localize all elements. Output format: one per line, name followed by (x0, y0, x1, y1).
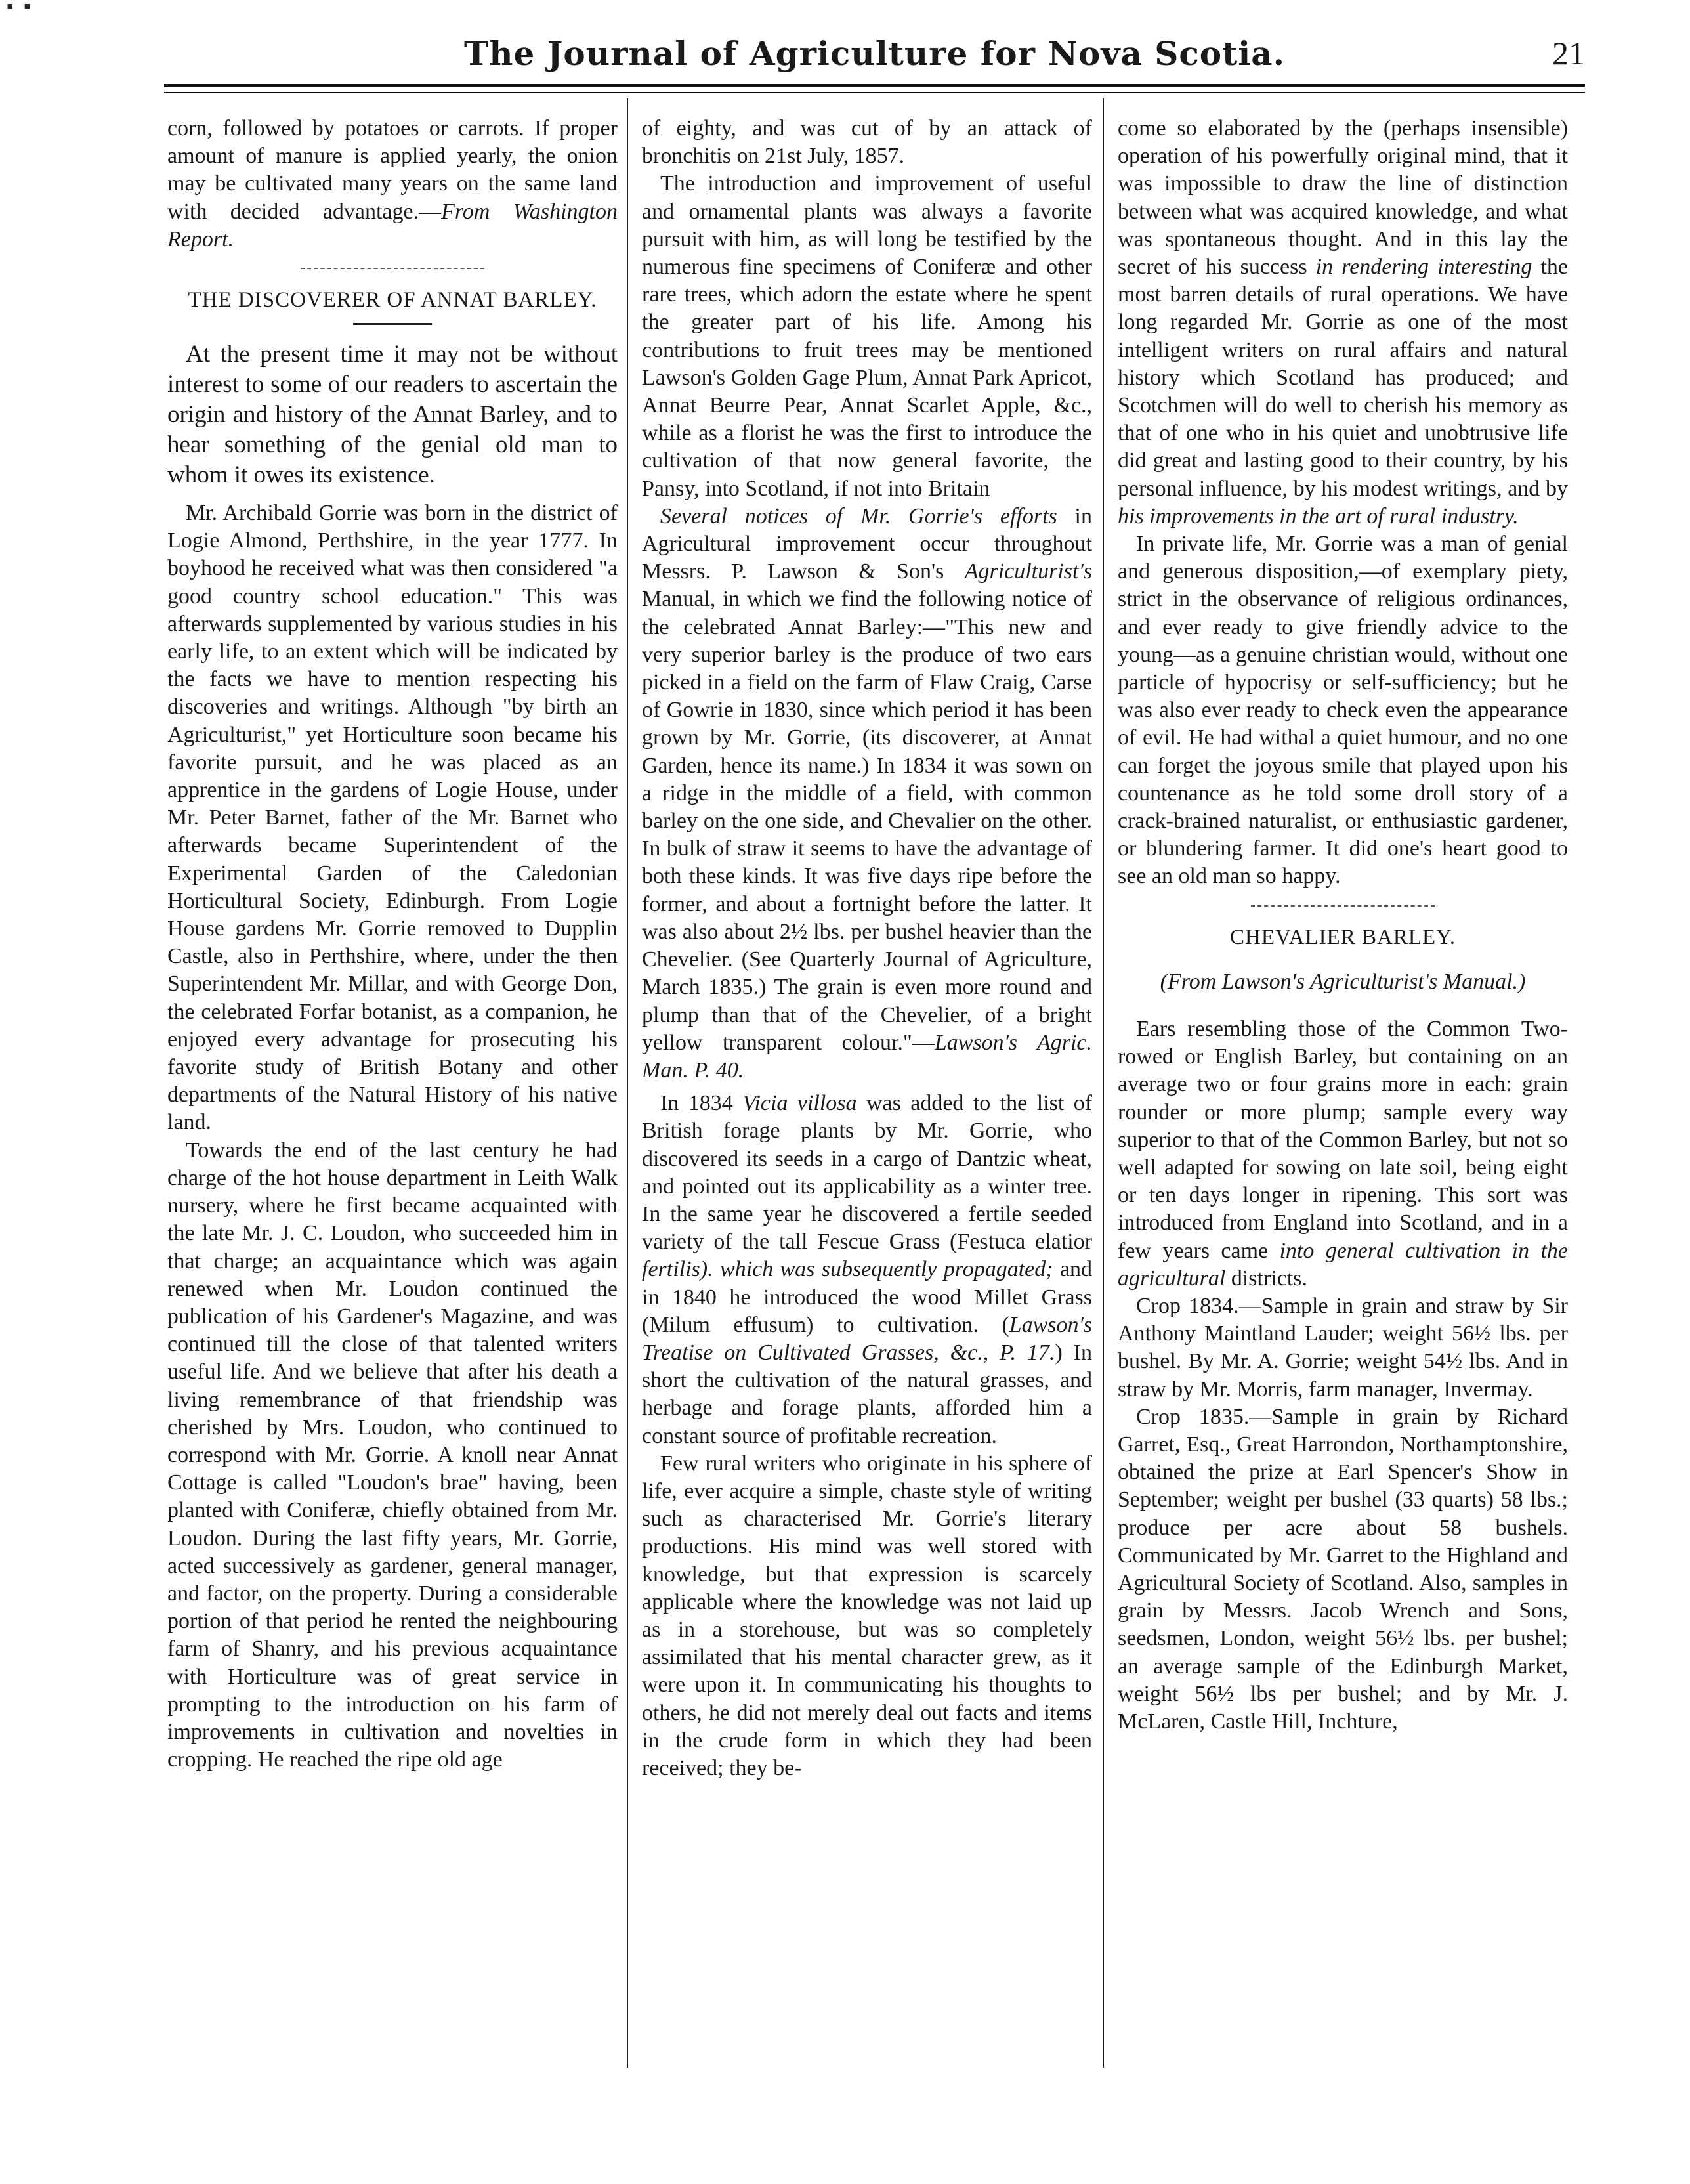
paragraph-biography: Mr. Archibald Gorrie was born in the district of Logie Almond, Perthshire, in the year 1777. In boyhood he received what was then considered "a good country school education." This was afterwards supplemented by various studies in his early life, to an extent which will be indicated by the facts we have to mention respecting his discoveries and writings. Although "by birth an Agriculturist," yet Horticulture soon became his favorite pursuit, and he was placed as an apprentice in the gardens of Logie House, under Mr. Peter Barnet, father of the Mr. Barnet who afterwards became Superintendent of the Experimental Garden of the Caledonian Horticultural Society, Edinburgh. From Logie House gardens Mr. Gorrie removed to Dupplin Castle, also in Perthshire, where, under the then Superintendent Mr. Millar, and with George Don, the celebrated Forfar botanist, as a companion, he enjoyed every advantage for prosecuting his favorite study of British Botany and other departments of the Natural History of his native land. (167, 501, 618, 1135)
paragraph-vicia: In 1834 Vicia villosa was added to the list of British forage plants by Mr. Gorrie, who discovered its seeds in a cargo of Dantzic wheat, and pointed out its applicability as a winter tree. In the same year he discovered a fertile seeded variety of the tall Fescue Grass (Festuca elatior fertilis). which was subsequently propagated; and in 1840 he introduced the wood Millet Grass (Milum effusum) to cultivation. (Lawson's Treatise on Cultivated Grasses, &c., P. 17.) In short the cultivation of the natural grasses, and herbage and forage plants, afforded him a constant source of profitable recreation. (642, 1091, 1092, 1448)
page-header (164, 34, 1585, 80)
source-note: (From Lawson's Agriculturist's Manual.) (1160, 969, 1526, 994)
column-1 (167, 115, 618, 2084)
paragraph-private-life: In private life, Mr. Gorrie was a man of genial and generous disposition,—of exemplary piety, strict in the observance of religious ordinances, and ever ready to give friendly advice to the young—as a genuine christian would, without one particle of hypocrisy or self-sufficiency; but he was also ever ready to check even the appearance of evil. He had withal a quiet humour, and no one can forget the joyous smile that played upon his countenance as he told some droll story of a crack-brained naturalist, or enthusiastic gardener, or blundering farmer. It did one's heart good to see an old man so happy. (1118, 532, 1568, 889)
paragraph-onion-end: corn, followed by potatoes or carrots. If proper amount of manure is applied yearly, the onion may be cultivated many years on the same land with decided advantage.—From Washington Report. (167, 116, 618, 251)
paragraph-plants: The introduction and improvement of useful and ornamental plants was always a favorite pursuit with him, as will long be testified by the numerous fine specimens of Coniferæ and other rare trees, which adorn the estate where he spent the greater part of his life. Among his contributions to fruit trees may be mentioned Lawson's Golden Gage Plum, Annat Park Apricot, Annat Beurre Pear, Annat Scarlet Apple, &c., while as a florist he was the first to introduce the cultivation of that now general favorite, the Pansy, into Scotland, if not into Britain (642, 171, 1092, 501)
paragraph-crop-1834: Crop 1834.—Sample in grain and straw by Sir Anthony Maintland Lauder; weight 56½ lbs. per bushel. By Mr. A. Gorrie; weight 54½ lbs. And in straw by Mr. Morris, farm manager, Invermay. (1118, 1293, 1568, 1402)
header-rule-thick (164, 84, 1585, 87)
section-divider (301, 268, 484, 269)
paragraph-intro: At the present time it may not be without interest to some of our readers to ascertain the origin and history of the Annat Barley, and to hear something of the genial old man to whom it owes its existence. (167, 341, 618, 489)
running-title: The Journal of Agriculture for Nova Scotia. (463, 34, 1286, 73)
corner-mark: ▪ ▪ (7, 0, 33, 17)
column-divider-1 (627, 98, 628, 2068)
paragraph-ears: Ears resembling those of the Common Two-rowed or English Barley, but containing on an average two or four grains more in each: grain rounder or more plump; sample every way superior to that of the Common Barley, but not so well adapted for sowing on late soil, being eight or ten days longer in ripening. This sort was introduced from England into Scotland, and in a few years came into general cultivation in the agricultural districts. (1118, 1016, 1568, 1291)
section-divider-2 (1251, 905, 1435, 907)
heading-rule (353, 323, 432, 325)
paragraph-notices: Several notices of Mr. Gorrie's efforts in Agricultural improvement occur throughout Messrs. P. Lawson & Son's Agriculturist's Manual, in which we find the following notice of the celebrated Annat Barley:—"This new and very superior barley is the produce of two ears picked in a field on the farm of Flaw Craig, Carse of Gowrie in 1830, since which period it has been grown by Mr. Gorrie, (its discoverer, at Annat Garden, hence its name.) In 1834 it was sown on a ridge in the middle of a field, with common barley on the one side, and Chevalier on the other. In bulk of straw it seems to have the advantage of both these kinds. It was five days ripe before the former, and about a fortnight before the latter. It was also about 2½ lbs. per bushel heavier than the Chevelier. (See Quarterly Journal of Agriculture, March 1835.) The grain is even more round and plump than that of the Chevelier, of a bright yellow transparent colour."—Lawson's Agric. Man. P. 40. (642, 503, 1092, 1082)
column-2 (642, 115, 1092, 2084)
citation: From Washington Report. (167, 199, 618, 251)
section-heading-annat-barley: THE DISCOVERER OF ANNAT BARLEY. (188, 288, 597, 312)
header-rule-thin (164, 92, 1585, 93)
paragraph-elaborated: come so elaborated by the (perhaps insensible) operation of his powerfully original mind, that it was impossible to draw the line of distinction between what was acquired knowledge, and what was spontaneous thought. And in this lay the secret of his success in rendering interesting the most barren details of rural operations. We have long regarded Mr. Gorrie as one of the most intelligent writers on rural affairs and natural history which Scotland has produced; and Scotchmen will do well to cherish his memory as that of one who in his quiet and unobtrusive life did great and lasting good to their country, by his personal influence, by his modest writings, and by his improvements in the art of rural industry. (1118, 116, 1568, 528)
paragraph-leith-walk: Towards the end of the last century he had charge of the hot house department in Leith Walk nursery, where he first became acquainted with the late Mr. J. C. Loudon, who succeeded him in that charge; an acquaintance which was again renewed when Mr. Loudon continued the publication of his Gardener's Magazine, and was continued till the close of that talented writers useful life. And we believe that after his death a living remembrance of that friendship was cherished by Mrs. Loudon, who continued to correspond with Mr. Gorrie. A knoll near Annat Cottage is called "Loudon's brae" having, been planted with Coniferæ, chiefly obtained from Mr. Loudon. During the last fifty years, Mr. Gorrie, acted successively as gardener, general manager, and factor, on the property. During a considerable portion of that period he rented the neighbouring farm of Shanry, and his previous acquaintance with Horticulture was of great service in prompting to the introduction on his farm of improvements in cultivation and novelties in cropping. He reached the ripe old age (167, 1138, 618, 1772)
column-divider-2 (1103, 98, 1104, 2068)
page-number: 21 (1552, 35, 1585, 72)
paragraph-crop-1835: Crop 1835.—Sample in grain by Richard Garret, Esq., Great Harrondon, Northamptonshire, obtained the prize at Earl Spencer's Show in September; weight per bushel (33 quarts) 58 lbs.; produce per acre about 58 bushels. Communicated by Mr. Garret to the Highland and Agricultural Society of Scotland. Also, samples in grain by Messrs. Jacob Wrench and Sons, seedsmen, London, weight 56½ lbs. per bushel; an average sample of the Edinburgh Market, weight 56½ lbs per bushel; and by Mr. J. McLaren, Castle Hill, Inchture, (1118, 1404, 1568, 1734)
section-heading-chevalier: CHEVALIER BARLEY. (1230, 925, 1456, 949)
paragraph-death: of eighty, and was cut of by an attack of bronchitis on 21st July, 1857. (642, 116, 1092, 169)
column-3 (1118, 115, 1568, 2084)
paragraph-writers: Few rural writers who originate in his sphere of life, ever acquire a simple, chaste style of writing such as characterised Mr. Gorrie's literary productions. His mind was well stored with knowledge, but that expression is scarcely applicable where the knowledge was not laid up as in a storehouse, but was so completely assimilated that his mental character grew, as it were upon it. In communicating his thoughts to others, he did not merely deal out facts and items in the crude form in which they had been received; they be- (642, 1451, 1092, 1780)
